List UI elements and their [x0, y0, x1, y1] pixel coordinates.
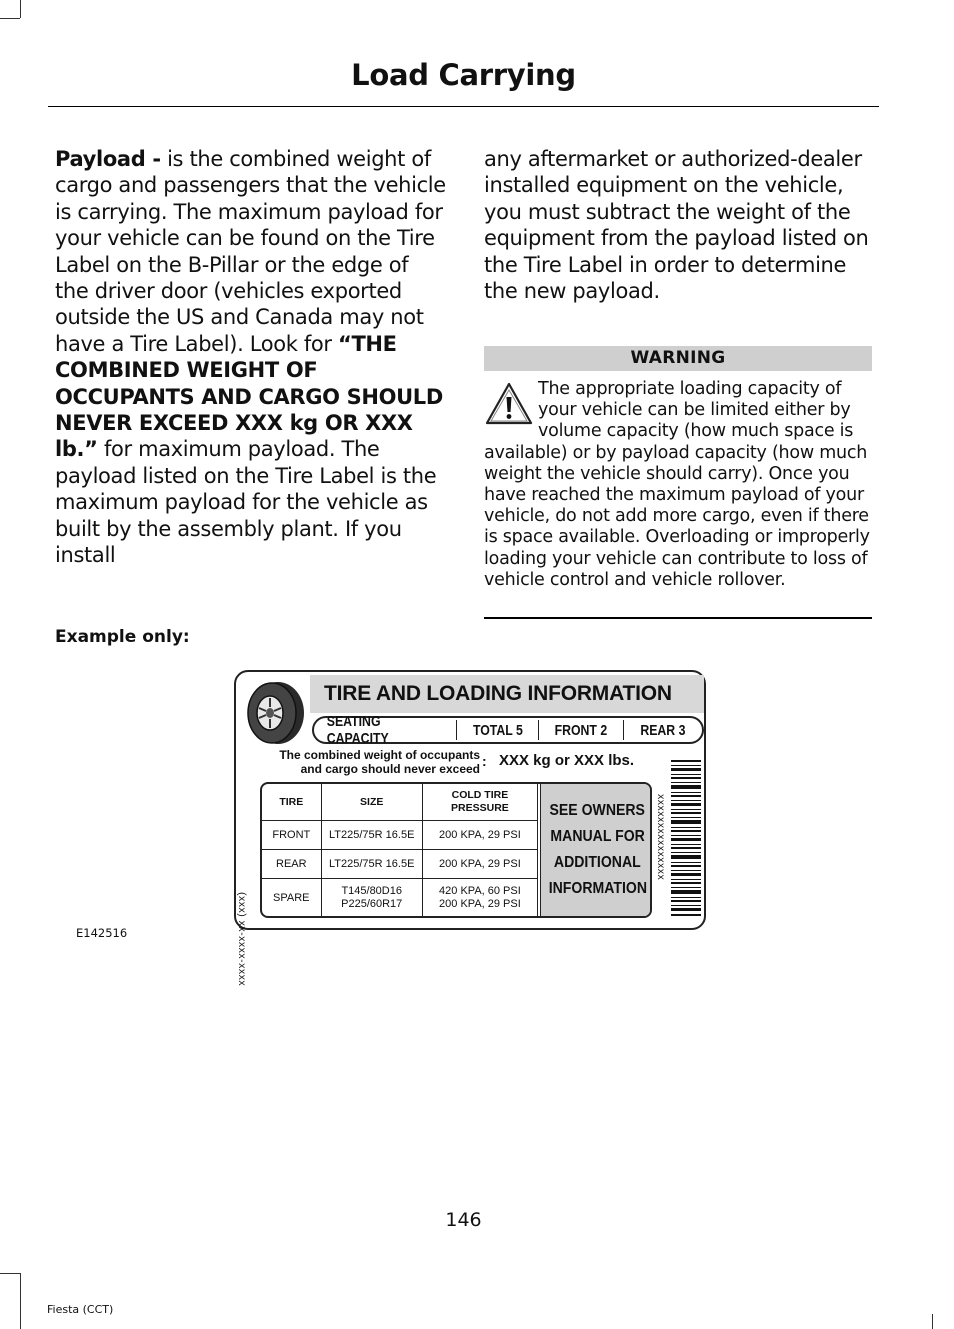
tire-size: LT225/75R 16.5E	[322, 821, 423, 849]
seating-total: TOTAL 5	[472, 721, 523, 739]
warning-divider	[484, 617, 872, 619]
right-column: any aftermarket or authorized-dealer installed equipment on the vehicle, you must subtract the weight of the equipment from the payload listed on the Tire Label in order to determine the new payload.	[484, 147, 869, 304]
combined-line-1: The combined weight of occupants	[279, 748, 480, 762]
divider	[623, 720, 624, 740]
label-title: TIRE AND LOADING INFORMATION	[310, 675, 704, 713]
warning-heading: WARNING	[484, 346, 872, 371]
combined-line-2: and cargo should never exceed	[300, 762, 480, 776]
table-row	[262, 878, 538, 917]
combined-weight-text	[270, 748, 480, 776]
owners-note-line: ADDITIONAL	[554, 854, 641, 871]
tire-position: REAR	[262, 850, 322, 878]
owners-note-line: SEE OWNERS	[549, 802, 646, 819]
barcode-icon	[671, 760, 701, 918]
owners-manual-note	[540, 784, 652, 916]
column-header: COLD TIRE PRESSURE	[423, 784, 538, 820]
seating-front: FRONT 2	[555, 721, 608, 739]
tire-pressure: 200 KPA, 29 PSI	[423, 850, 538, 878]
figure-id: E142516	[76, 926, 128, 940]
combined-colon: :	[482, 753, 487, 769]
seating-capacity: SEATING CAPACITY	[326, 713, 389, 747]
crop-mark	[0, 1273, 20, 1274]
divider	[456, 720, 457, 740]
seating-rear: REAR 3	[640, 721, 686, 739]
tire-icon	[242, 678, 308, 748]
page-title: Load Carrying	[351, 58, 576, 92]
column-header: SIZE	[322, 784, 423, 820]
footer-text: Fiesta (CCT)	[47, 1303, 114, 1316]
table-header-row	[262, 784, 538, 820]
warning-text: The appropriate loading capacity of your vehicle can be limited either by volume capacity (how much space is available) or by payload capacity (how much weight the vehicle should carry). Once you have reached the maximum payload of your vehicle, do not add more cargo, even if there is space available. Overloading or improperly loading your vehicle can contribute to loss of vehicle control and vehicle rollover.	[484, 379, 870, 590]
payload-text-1: is the combined weight of cargo and passengers that the vehicle is carrying. The maximum payload for your vehicle can be found on the Tire Label on the B-Pillar or the edge of the driver door (vehicles exported outside the US and Canada may not have a Tire Label). Look for	[55, 147, 446, 356]
warning-body	[484, 379, 872, 591]
label-quote: “THE COMBINED WEIGHT OF OCCUPANTS AND CARGO SHOULD NEVER EXCEED XXX kg OR XXX lb.”	[55, 331, 443, 462]
warning-triangle-icon	[484, 381, 534, 427]
crop-mark	[0, 18, 20, 19]
tire-loading-label	[234, 670, 706, 987]
crop-mark	[20, 1273, 21, 1329]
table-row	[262, 820, 538, 849]
tire-pressure: 200 KPA, 29 PSI	[423, 821, 538, 849]
owners-note-line: MANUAL FOR	[550, 828, 645, 845]
crop-mark	[20, 0, 21, 18]
warning-box	[484, 346, 872, 591]
table-row	[262, 849, 538, 878]
page-number: 146	[445, 1209, 482, 1231]
left-column	[55, 146, 447, 569]
tire-pressure: 420 KPA, 60 PSI 200 KPA, 29 PSI	[423, 879, 538, 917]
payload-term: Payload -	[55, 147, 161, 171]
title-divider	[48, 106, 879, 107]
combined-weight-value: XXX kg or XXX lbs.	[499, 752, 635, 769]
divider	[538, 720, 539, 740]
owners-note-line: INFORMATION	[548, 880, 647, 897]
tire-size: T145/80D16 P225/60R17	[322, 879, 423, 917]
seating-capacity-bar	[312, 713, 704, 747]
crop-mark	[932, 1314, 933, 1329]
side-code-right: xxxxxxxxxxxxxxx	[655, 794, 667, 881]
column-header: TIRE	[262, 784, 322, 820]
tire-position: FRONT	[262, 821, 322, 849]
tire-size: LT225/75R 16.5E	[322, 850, 423, 878]
side-code-left: (xxx) xx-xxxx-xxxx	[236, 892, 248, 987]
example-caption: Example only:	[55, 627, 190, 647]
payload-text-2: for maximum payload. The payload listed on the Tire Label is the maximum payload for the vehicle as built by the assembly plant. If you install	[55, 437, 437, 568]
tire-pressure-table	[260, 782, 652, 918]
tire-position: SPARE	[262, 879, 322, 917]
